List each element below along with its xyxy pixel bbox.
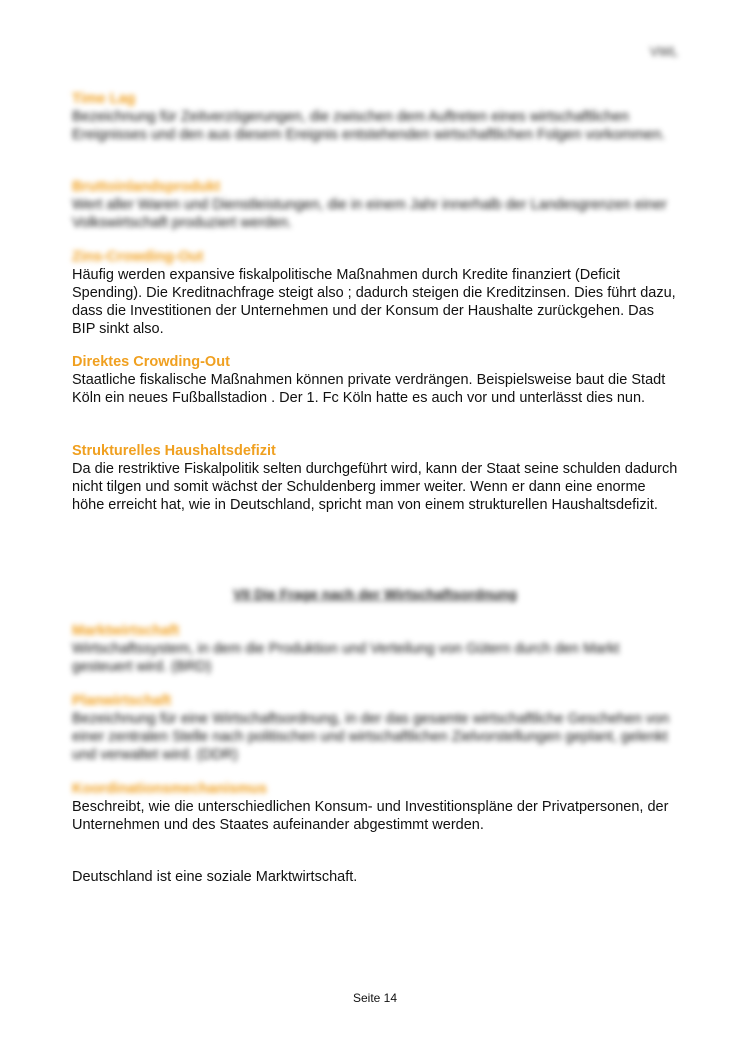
page-number: Seite 14	[352, 991, 398, 1005]
section-text: Wert aller Waren und Dienstleistungen, die in einem Jahr innerhalb der Landesgrenzen einer Volkswirtschaft produziert werden.	[72, 197, 667, 231]
section-text: Da die restriktive Fiskalpolitik selten durchgeführt wird, kann der Staat seine schulden dadurch nicht tilgen und somit wächst der Schuldenberg immer weiter. Wenn er dann eine enorme höhe erreicht hat, wie in Deutschland, spricht man von einem strukturellen Haushaltsdefizit.	[72, 461, 678, 513]
section-heading: Koordinationsmechanismus	[72, 781, 267, 797]
section-heading: Strukturelles Haushaltsdefizit	[72, 443, 276, 459]
section-time-lag	[72, 90, 678, 144]
section-strukturelles-haushaltsdefizit	[72, 442, 678, 514]
section-text: Bezeichnung für eine Wirtschaftsordnung, in der das gesamte wirtschaftliche Geschehen von einer zentralen Stelle nach politischen und wirtschaftlichen Zielvorstellungen geplant, gelenkt und verwaltet wird. (DDR)	[72, 711, 670, 763]
section-text: Bezeichnung für Zeitverzögerungen, die zwischen dem Auftreten eines wirtschaftlichen Ereignisses und den aus diesem Ereignis entstehenden wirtschaftlichen Folgen vorkommen.	[72, 109, 666, 143]
section-heading: Marktwirtschaft	[72, 623, 180, 639]
chapter-title: VII Die Frage nach der Wirtschaftsordnung	[233, 586, 517, 602]
section-text: Häufig werden expansive fiskalpolitische Maßnahmen durch Kredite finanziert (Deficit Spending). Die Kreditnachfrage steigt also ; dadurch steigen die Kreditzinsen. Dies führt dazu, dass die Investitionen der Unternehmen und der Konsum der Haushalte zurückgehen. Das BIP sinkt also.	[72, 267, 676, 337]
section-zins-crowding-out	[72, 248, 678, 338]
section-text: Wirtschaftssystem, in dem die Produktion und Verteilung von Gütern durch den Markt gesteuert wird. (BRD)	[72, 641, 620, 675]
section-heading: Zins-Crowding-Out	[72, 249, 204, 265]
section-direktes-crowding-out	[72, 353, 678, 407]
section-heading: Planwirtschaft	[72, 693, 172, 709]
section-text: Staatliche fiskalische Maßnahmen können private verdrängen. Beispielsweise baut die Stadt Köln ein neues Fußballstadion . Der 1. Fc Köln hatte es auch vor und unterlässt dies nun.	[72, 372, 666, 406]
section-bruttoinlandsprodukt	[72, 178, 678, 232]
section-text: Beschreibt, wie die unterschiedlichen Konsum- und Investitionspläne der Privatpersonen, der Unternehmen und des Staates aufeinander abgestimmt werden.	[72, 799, 669, 833]
closing-text: Deutschland ist eine soziale Marktwirtschaft.	[72, 869, 358, 885]
section-heading: Bruttoinlandsprodukt	[72, 179, 221, 195]
section-planwirtschaft	[72, 692, 678, 764]
section-heading: Time Lag	[72, 91, 136, 107]
header-label: VWL	[649, 44, 678, 59]
closing-statement	[72, 868, 678, 886]
section-koordinationsmechanismus	[72, 780, 678, 834]
section-heading: Direktes Crowding-Out	[72, 354, 230, 370]
section-marktwirtschaft	[72, 622, 678, 676]
